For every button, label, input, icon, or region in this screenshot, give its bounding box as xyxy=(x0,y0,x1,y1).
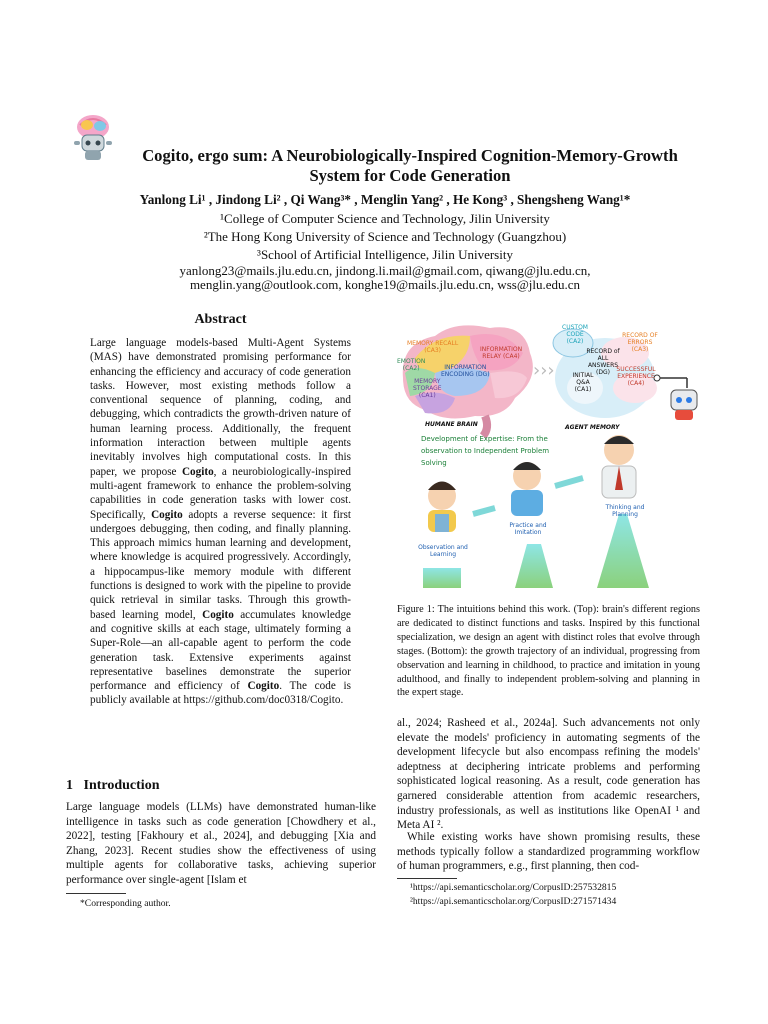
abstract-heading: Abstract xyxy=(194,312,247,327)
footnote-corresponding: *Corresponding author. xyxy=(80,898,171,909)
section-heading-introduction: 1 Introduction xyxy=(66,778,160,793)
intro-text-right-2: While existing works have shown promising results, these methods typically follow a standardized programming workflow of human programmers, e.g., first planning, then cod- xyxy=(397,831,700,873)
footnote-1: ¹https://api.semanticscholar.org/CorpusID:257532815 xyxy=(410,882,617,893)
abstract-body: Large language models-based Multi-Agent Systems (MAS) have demonstrated promising performance for enhancing the efficiency and accuracy of code generation tasks. However, most existing methods follow a conventional sequence of planning, coding, and debugging, which contradicts the growth-driven nature of human learning process. Additionally, the frequent information interaction between multiple agents inevitably involves high computational costs. In this paper, we propose Cogito, a neurobiologically-inspired multi-agent framework to enhance the problem-solving capabilities in code generation tasks with lower cost. Specifically, Cogito adopts a reverse sequence: it first undergoes debugging, then coding, and finally planning. This approach mimics human learning and development, where knowledge is acquired progressively. Accordingly, a hippocampus-like memory module with different functions is designed to work with the pipeline to provide quick retrieval in similar tasks. Through this growth-based learning model, Cogito accumulates knowledge and cognitive skills at each stage, ultimately forming a Super-Role—an all-capable agent to perform the code generation task. Extensive experiments against representative baselines demonstrate the superior performance and efficiency of Cogito. The code is publicly available at https://github.com/doc0318/Cogito. xyxy=(90,337,351,707)
stage-observation-label: Observation and Learning xyxy=(418,544,468,558)
brain-label-information-encoding: INFORMATION ENCODING (DG) xyxy=(441,364,490,378)
author-list: Yanlong Li¹ , Jindong Li² , Qi Wang³* , Menglin Yang² , He Kong³ , Shengsheng Wang¹* xyxy=(139,192,631,207)
affiliation-2: ²The Hong Kong University of Science and Technology (Guangzhou) xyxy=(203,229,567,244)
agent-label-custom-code: CUSTOM CODE (CA2) xyxy=(562,324,588,345)
footnote-rule-right xyxy=(397,878,457,879)
agent-label-initial-qa: INITIAL Q&A (CA1) xyxy=(572,372,594,393)
agent-label-record-all: RECORD of ALL ANSWERS (DG) xyxy=(586,348,620,376)
agent-label-successful: SUCCESSFUL EXPERIENCE (CA4) xyxy=(616,366,656,387)
svg-text:›››: ››› xyxy=(533,360,555,381)
affiliation-3: ³School of Artificial Intelligence, Jilin University xyxy=(257,247,513,262)
brain-label-emotion: EMOTION (CA2) xyxy=(397,358,426,372)
figure-1 xyxy=(395,318,705,598)
agent-label-record-errors: RECORD OF ERRORS (CA3) xyxy=(622,332,658,353)
brain-label-information-relay: INFORMATION RELAY (CA4) xyxy=(480,346,523,360)
intro-text-left: Large language models (LLMs) have demonstrated human-like intelligence in tasks such as code generation [Chowdhery et al., 2022], testing [Fakhoury et al., 2024], and debugging [Xia and Zhang, 2023]. Recent studies show the effectiveness of using multiple agents for collaborative tasks, achieving superior performance over single-agent [Islam et xyxy=(66,801,376,886)
development-title: Development of Expertise: From the observation to Independent Problem Solving xyxy=(421,435,550,467)
emails-line-1: yanlong23@mails.jlu.edu.cn, jindong.li.mail@gmail.com, qiwang@jlu.edu.cn, xyxy=(179,263,591,278)
intro-text-right-1: al., 2024; Rasheed et al., 2024a]. Such advancements not only elevate the models' proficiency in automating segments of the development lifecycle but also encompass refining the models' adeptness at deciphering intricate problems and performing sophisticated logical reasoning. As a result, code generation has garnered considerable attention from academic researchers, industry professionals, as well as institutions like OpenAI ¹ and Meta AI ². xyxy=(397,717,700,832)
humane-brain-label: HUMANE BRAIN xyxy=(425,421,478,428)
figure-1-caption: Figure 1: The intuitions behind this work. (Top): brain's different regions are dedicated to distinct functions and tasks. Inspired by this functional specialization, we design an agent with distinct roles that evolve through stages. (Bottom): the growth trajectory of an individual, progressing from observation and learning in childhood, to practice and imitation in young adulthood, and finally to independent problem-solving and planning in the expert stage. xyxy=(397,604,700,699)
stage-practice-label: Practice and Imitation xyxy=(509,522,547,536)
paper-title: Cogito, ergo sum: A Neurobiologically-Inspired Cognition-Memory-Growth System for Code Generation xyxy=(142,146,678,185)
stage-thinking-label: Thinking and Planning xyxy=(605,504,645,518)
brain-label-memory-storage: MEMORY STORAGE (CA1) xyxy=(413,378,442,399)
brain-label-memory-recall: MEMORY RECALL (CA3) xyxy=(407,340,459,354)
affiliation-1: ¹College of Computer Science and Technology, Jilin University xyxy=(220,211,550,226)
agent-memory-label: AGENT MEMORY xyxy=(565,424,620,431)
emails-line-2: menglin.yang@outlook.com, konghe19@mails.jlu.edu.cn, wss@jlu.edu.cn xyxy=(189,277,581,292)
footnote-rule-left xyxy=(66,893,126,894)
footnote-2: ²https://api.semanticscholar.org/CorpusID:271571434 xyxy=(410,896,617,907)
